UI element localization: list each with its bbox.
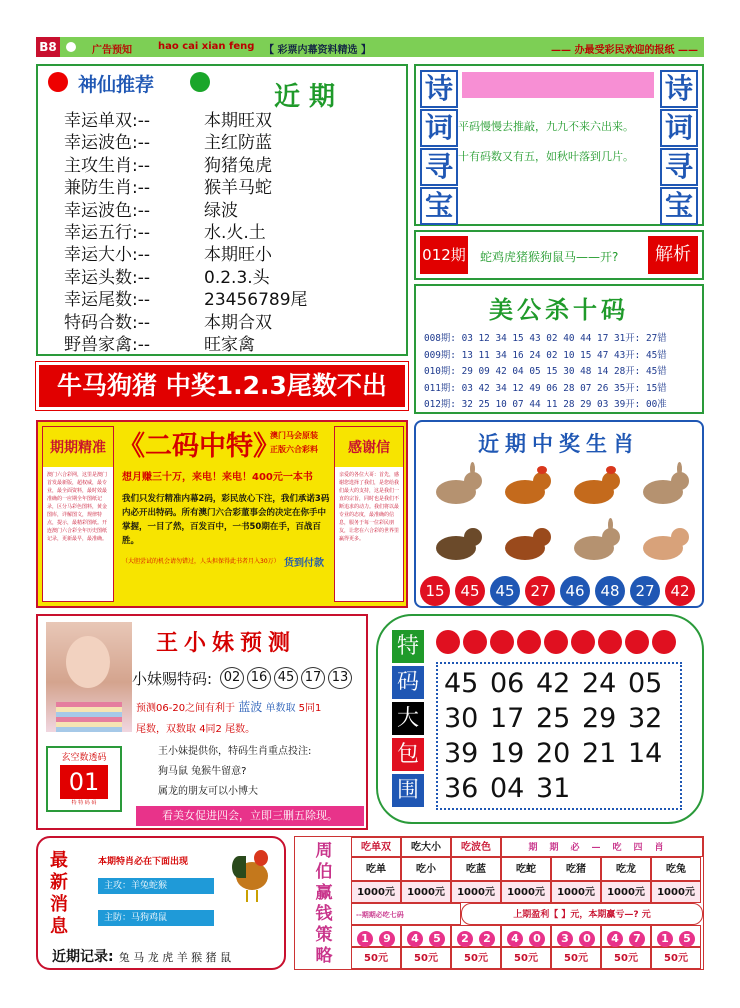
shenxian-row xyxy=(64,285,404,311)
erma-footer-a: （大胆尝试的机会请勿错过，人头担保得此书者月入30万） xyxy=(122,558,280,565)
zhoubo-money-50: 50元 xyxy=(451,947,501,969)
zhoubo-head-char: 四 xyxy=(633,843,649,853)
animal-猴-icon xyxy=(430,522,484,566)
wang-tema-label: 小妹赐特码: xyxy=(132,670,213,688)
shenxian-title: 神仙推荐 xyxy=(78,74,155,96)
zhoubo-digit-cell xyxy=(451,925,501,947)
shenxian-row-value: 本期合双 xyxy=(204,312,272,333)
jinqi-number-ball: 27 xyxy=(525,576,555,606)
temada-number: 17 xyxy=(490,703,525,734)
zhoubo-panel xyxy=(294,836,704,970)
header-title: 广告预知 xyxy=(92,45,132,56)
zhoubo-bet: 吃兔 xyxy=(651,857,701,881)
poem-char: 宝 xyxy=(420,187,458,225)
poem-period: 012期 xyxy=(420,236,468,274)
animal-兔-icon xyxy=(430,466,484,510)
shenxian-row-label: 幸运五行:-- xyxy=(64,222,150,243)
temada-number: 24 xyxy=(582,668,617,699)
zhoubo-bet: 吃蓝 xyxy=(451,857,501,881)
zuixin-record-label: 近期记录: xyxy=(52,949,114,965)
temada-grid-box xyxy=(436,662,682,810)
erma-left-box xyxy=(42,426,114,602)
temada-number: 05 xyxy=(628,668,663,699)
zhoubo-digit-ball: 0 xyxy=(529,931,545,947)
wang-line-2a: 尾数，双数取 xyxy=(136,724,196,735)
zhoubo-digit-cell xyxy=(551,925,601,947)
jinqi-number-ball: 45 xyxy=(455,576,485,606)
zhoubo-head-tail xyxy=(501,837,703,857)
shenxian-row-label: 主攻生肖:-- xyxy=(64,155,150,176)
shenxian-row xyxy=(64,308,404,333)
zhoubo-digit-cell xyxy=(651,925,701,947)
shenxian-banner: 牛马狗猪 中奖1.2.3尾数不出 xyxy=(36,362,408,410)
zhoubo-money-50: 50元 xyxy=(601,947,651,969)
wang-line-1c: 单数取 xyxy=(265,703,296,714)
zhoubo-digit-ball: 0 xyxy=(579,931,595,947)
girl-face-icon xyxy=(66,636,110,688)
poem-char: 诗 xyxy=(420,70,458,108)
xuankong-box xyxy=(46,746,122,812)
shenxian-row-label: 幸运单双:-- xyxy=(64,111,150,131)
temada-row xyxy=(444,666,674,701)
shenxian-row-label: 兼防生肖:-- xyxy=(64,178,150,199)
temada-number: 36 xyxy=(444,773,479,804)
zhoubo-bet: 吃蛇 xyxy=(501,857,551,881)
animal-鼠-icon xyxy=(637,522,691,566)
rooster-icon xyxy=(230,848,272,904)
poem-char: 寻 xyxy=(420,148,458,186)
erma-right-box xyxy=(334,426,404,602)
poem-answer: 蛇鸡虎猪猴狗鼠马——开? xyxy=(480,250,619,264)
temada-number: 21 xyxy=(582,738,617,769)
zhoubo-digit-ball: 9 xyxy=(379,931,395,947)
shenxian-row xyxy=(64,263,404,288)
erma-promo: 想月赚三十万，来电！来电！400元一本书 xyxy=(122,472,313,483)
zhoubo-digit-ball: 4 xyxy=(607,931,623,947)
shenxian-row xyxy=(64,106,404,131)
jinqi-panel xyxy=(414,420,704,608)
girl-shirt-icon xyxy=(56,702,122,732)
shenxian-row-value: 绿波 xyxy=(204,200,238,221)
jinqi-title: 近期中奖生肖 xyxy=(478,432,640,456)
shenxian-row-value: 23456789尾 xyxy=(204,290,308,311)
temada-side-char: 包 xyxy=(392,738,424,771)
zhoubo-digit-ball: 2 xyxy=(457,931,473,947)
erma-body: 我们只发行精准内幕2码，彩民放心下注，我们承诺3码内必开出特码。所有澳门六合彩董事会的决定在你手中掌握，一目了然，百发百中，一书50期在手，百战百胜。 xyxy=(122,494,330,546)
sha-panel xyxy=(414,284,704,414)
zhoubo-side-char: 周 xyxy=(315,841,333,861)
wang-line-1b: 蓝波 xyxy=(238,700,263,714)
xuankong-number: 01 xyxy=(60,765,108,799)
zhoubo-money-50: 50元 xyxy=(651,947,701,969)
red-dot-icon xyxy=(48,72,68,92)
zhoubo-money-1000: 1000元 xyxy=(351,881,401,903)
poem-right-column xyxy=(660,70,698,226)
wang-line-3: 王小妹提供你，特码生肖重点投注: xyxy=(158,746,312,757)
wang-line-4: 狗马鼠 兔猴牛留意? xyxy=(158,766,247,777)
zhoubo-head-char: 肖 xyxy=(654,843,670,853)
jinqi-number-ball: 46 xyxy=(560,576,590,606)
zhoubo-head: 吃大小 xyxy=(401,837,451,857)
temada-side-char: 特 xyxy=(392,630,424,663)
header-slogan: —— 办最受彩民欢迎的报纸 —— xyxy=(551,45,698,56)
zuixin-record xyxy=(52,946,231,966)
temada-number: 14 xyxy=(628,738,663,769)
temada-number: 42 xyxy=(536,668,571,699)
zhoubo-digit-ball: 2 xyxy=(479,931,495,947)
poem-char: 词 xyxy=(420,109,458,147)
zuixin-panel xyxy=(36,836,286,970)
temada-number: 29 xyxy=(582,703,617,734)
temada-number: 45 xyxy=(444,668,479,699)
shenxian-row-label: 幸运大小:-- xyxy=(64,245,150,266)
wang-line-1a: 预测06-20之间有利于 xyxy=(136,703,236,714)
wang-title: 王小妹预测 xyxy=(156,631,297,656)
jinqi-number-ball: 45 xyxy=(490,576,520,606)
wang-panel xyxy=(36,614,368,830)
zhoubo-digit-cell xyxy=(501,925,551,947)
temada-side-char: 码 xyxy=(392,666,424,699)
green-dot-icon xyxy=(190,72,210,92)
animal-兔-icon xyxy=(568,522,622,566)
temada-row xyxy=(444,736,674,771)
shenxian-row-label: 特码合数:-- xyxy=(64,312,150,333)
shenxian-row-value: 狗猪兔虎 xyxy=(204,155,272,176)
poem-left-column xyxy=(420,70,458,226)
shenxian-row xyxy=(64,196,404,221)
zhoubo-digit-cell xyxy=(601,925,651,947)
zhoubo-money-50: 50元 xyxy=(501,947,551,969)
poem-analysis-button[interactable]: 解析 xyxy=(648,236,698,274)
zhoubo-digit-ball: 7 xyxy=(629,931,645,947)
zhoubo-bet: 吃龙 xyxy=(601,857,651,881)
shenxian-row xyxy=(64,330,404,355)
temada-number: 06 xyxy=(490,668,525,699)
red-dot-icon xyxy=(571,630,595,654)
zhoubo-digit-cell xyxy=(351,925,401,947)
wang-bottom: 看美女促进四会，立即三删五除现。 xyxy=(136,806,364,826)
shenxian-row-label: 野兽家禽:-- xyxy=(64,334,150,355)
temada-number: 32 xyxy=(628,703,663,734)
zuixin-main: 主攻：羊兔蛇猴 xyxy=(98,878,214,894)
zuixin-header: 本期特肖必在下面出现 xyxy=(98,857,189,867)
shenxian-row-label: 幸运波色:-- xyxy=(64,200,150,221)
zhoubo-left-note: --期期必吃七码 xyxy=(351,903,461,925)
shenxian-row-value: 主红防蓝 xyxy=(204,133,272,154)
red-dot-icon xyxy=(517,630,541,654)
shenxian-row-value: 水.火.土 xyxy=(204,222,266,243)
poem-char: 词 xyxy=(660,109,698,147)
zhoubo-side-char: 伯 xyxy=(315,862,333,882)
shenxian-row-value: 本期旺小 xyxy=(204,245,272,266)
wang-line-2b: 4同2 xyxy=(199,724,222,735)
poem-char: 宝 xyxy=(660,187,698,225)
jinqi-number-ball: 27 xyxy=(630,576,660,606)
xuankong-stamp: 特 特 码 码 xyxy=(71,800,97,806)
shenxian-row-value: 0.2.3.头 xyxy=(204,267,270,288)
temada-row xyxy=(444,701,674,736)
header-pinyin: hao cai xian feng xyxy=(158,41,255,52)
wang-tema-list xyxy=(220,666,355,689)
temada-dots xyxy=(436,630,679,656)
red-dot-icon xyxy=(490,630,514,654)
zuixin-title: 最新消息 xyxy=(50,850,68,937)
shenxian-row xyxy=(64,128,404,154)
jinqi-number-ball: 15 xyxy=(420,576,450,606)
temada-panel xyxy=(376,614,704,824)
jinqi-number-ball: 48 xyxy=(595,576,625,606)
red-dot-icon xyxy=(652,630,676,654)
shenxian-row xyxy=(64,151,404,176)
wang-line-2 xyxy=(136,720,255,735)
header-bar xyxy=(36,37,704,57)
poem-char: 寻 xyxy=(660,148,698,186)
animal-马-icon xyxy=(499,522,553,566)
shenxian-row-value: 旺家禽 xyxy=(204,334,255,355)
temada-number: 25 xyxy=(536,703,571,734)
temada-number: 31 xyxy=(536,773,571,804)
zuixin-record-value: 兔 马 龙 虎 羊 猴 猪 鼠 xyxy=(118,951,232,964)
animal-鸡-icon xyxy=(499,466,553,510)
poem-line-2: 十有码数又有五，如秋叶落到几片。 xyxy=(458,150,634,163)
temada-number: 19 xyxy=(490,738,525,769)
zhoubo-money-50: 50元 xyxy=(551,947,601,969)
wang-tema-ball: 02 xyxy=(220,667,244,689)
erma-right-title: 感谢信 xyxy=(335,427,403,467)
zhoubo-bet: 吃单 xyxy=(351,857,401,881)
jinqi-number-ball: 42 xyxy=(665,576,695,606)
zhoubo-head-char: 期 xyxy=(549,843,565,853)
zhoubo-money-1000: 1000元 xyxy=(651,881,701,903)
zhoubo-head: 吃单双 xyxy=(351,837,401,857)
shenxian-panel xyxy=(36,64,408,356)
wang-line-1 xyxy=(136,698,321,715)
shenxian-row xyxy=(64,240,404,266)
wang-tema-ball: 17 xyxy=(301,667,325,689)
erma-side-a: 澳门马会原装 xyxy=(270,431,318,440)
zhoubo-digit-ball: 4 xyxy=(507,931,523,947)
sha-row: 010期: 29 09 42 04 05 15 30 48 14 28开: 45错 xyxy=(424,366,667,377)
header-dot-icon xyxy=(66,42,76,52)
sha-row: 012期: 32 25 10 07 44 11 28 29 03 39开: 00准 xyxy=(424,399,667,410)
zhoubo-money-50: 50元 xyxy=(351,947,401,969)
wang-tema-ball: 13 xyxy=(328,667,352,689)
zhoubo-digit-ball: 1 xyxy=(357,931,373,947)
zhoubo-bet: 吃小 xyxy=(401,857,451,881)
zhoubo-side-char: 赢 xyxy=(315,883,333,903)
header-tagline: 【 彩票内幕资料精选 】 xyxy=(264,45,371,56)
zhoubo-money-1000: 1000元 xyxy=(551,881,601,903)
zhoubo-bet: 吃猪 xyxy=(551,857,601,881)
zhoubo-side xyxy=(301,841,347,967)
wang-tema-ball: 45 xyxy=(274,667,298,689)
poem-char: 诗 xyxy=(660,70,698,108)
erma-side-b: 正版六合彩料 xyxy=(270,445,318,454)
wang-line-2c: 尾数。 xyxy=(225,724,256,735)
zhoubo-head-char: 期 xyxy=(528,843,544,853)
poem-line-1: 平码慢慢去推敲，九九不来六出来。 xyxy=(458,120,634,133)
temada-side xyxy=(392,630,424,810)
page-number: B8 xyxy=(36,37,60,57)
erma-left-text: 澳门六合彩网，这里是澳门首发最新版，超权威，最专业，最全面资料，最时效最准确的一应期全年图纸记录，区分马彩色图料，黄金图库，详解图文，规律特点，提示，最精彩图纸。开连澳门六合彩全年历史图纸记录，更新最早，最准确。 xyxy=(47,472,108,542)
zhoubo-money-50: 50元 xyxy=(401,947,451,969)
temada-row xyxy=(444,771,674,806)
red-dot-icon xyxy=(436,630,460,654)
poem-panel xyxy=(414,64,704,226)
red-dot-icon xyxy=(625,630,649,654)
zhoubo-digit-ball: 1 xyxy=(657,931,673,947)
shenxian-row-label: 幸运尾数:-- xyxy=(64,290,150,311)
erma-title: 《二码中特》 xyxy=(118,431,280,462)
animal-兔-icon xyxy=(637,466,691,510)
zhoubo-money-1000: 1000元 xyxy=(501,881,551,903)
erma-left-title: 期期精准 xyxy=(43,427,113,467)
shenxian-row-label: 幸运头数:-- xyxy=(64,267,150,288)
zhoubo-side-char: 略 xyxy=(315,946,333,966)
shenxian-row xyxy=(64,173,404,199)
zhoubo-side-char: 钱 xyxy=(315,904,333,924)
poem-pink-bar xyxy=(462,72,654,98)
temada-number: 04 xyxy=(490,773,525,804)
sha-list xyxy=(424,330,700,413)
temada-side-char: 大 xyxy=(392,702,424,735)
jinqi-numbers xyxy=(420,576,702,606)
erma-right-text: 亲爱的各位大哥：首先，感谢您选择了我们，是您给我们最大的支持，这是我们一直的宗旨，同时也是我们不断追求的动力。我们将以最专业的态度，最准确的信息，服务于每一位彩民朋友，让您在六合彩的世界里赢得更多。 xyxy=(339,472,400,542)
poem-answer-panel xyxy=(414,230,704,280)
red-dot-icon xyxy=(598,630,622,654)
zhoubo-grid xyxy=(351,837,703,969)
zhoubo-head-char: 必 xyxy=(570,843,586,853)
zhoubo-money-1000: 1000元 xyxy=(451,881,501,903)
wang-line-5: 属龙的朋友可以小博大 xyxy=(158,786,258,797)
shenxian-row-label: 幸运波色:-- xyxy=(64,133,150,154)
zhoubo-digit-cell xyxy=(401,925,451,947)
shenxian-subtitle: 近 期 xyxy=(274,82,336,112)
sha-title: 美公杀十码 xyxy=(489,296,629,324)
zhoubo-side-char: 策 xyxy=(315,925,333,945)
temada-number: 20 xyxy=(536,738,571,769)
temada-side-char: 围 xyxy=(392,774,424,807)
animal-鸡-icon xyxy=(568,466,622,510)
zhoubo-head-char: — xyxy=(591,843,607,853)
girl-photo xyxy=(46,622,132,732)
zhoubo-digit-ball: 5 xyxy=(429,931,445,947)
wang-tema-ball: 16 xyxy=(247,667,271,689)
temada-number: 30 xyxy=(444,703,479,734)
shenxian-list xyxy=(64,106,404,355)
red-dot-icon xyxy=(463,630,487,654)
zhoubo-digit-ball: 4 xyxy=(407,931,423,947)
sha-row: 011期: 03 42 34 12 49 06 28 07 26 35开: 15错 xyxy=(424,382,667,394)
wang-line-1d: 5同1 xyxy=(298,703,322,714)
temada-number: 39 xyxy=(444,738,479,769)
sha-row: 009期: 13 11 34 16 24 02 10 15 47 43开: 45错 xyxy=(424,349,667,361)
xuankong-label: 玄空数透码 xyxy=(61,753,107,763)
erma-footer-b: 货到付款 xyxy=(284,558,324,569)
shenxian-row xyxy=(64,218,404,243)
sha-row: 008期: 03 12 34 15 43 02 40 44 17 31开: 27错 xyxy=(424,333,667,344)
zhoubo-head: 吃波色 xyxy=(451,837,501,857)
jinqi-animals xyxy=(422,462,698,574)
erma-panel xyxy=(36,420,408,608)
zhoubo-mid-note: 上期盈利【 】元，本期赢亏—? 元 xyxy=(461,903,703,925)
zhoubo-money-1000: 1000元 xyxy=(401,881,451,903)
zhoubo-digit-ball: 5 xyxy=(679,931,695,947)
temada-grid xyxy=(438,664,680,808)
zhoubo-money-1000: 1000元 xyxy=(601,881,651,903)
zhoubo-head-char: 吃 xyxy=(612,843,628,853)
red-dot-icon xyxy=(544,630,568,654)
shenxian-row-value: 本期旺双 xyxy=(204,111,272,131)
zuixin-defend: 主防：马狗鸡鼠 xyxy=(98,910,214,926)
shenxian-row-value: 猴羊马蛇 xyxy=(204,178,272,199)
zhoubo-digit-ball: 3 xyxy=(557,931,573,947)
